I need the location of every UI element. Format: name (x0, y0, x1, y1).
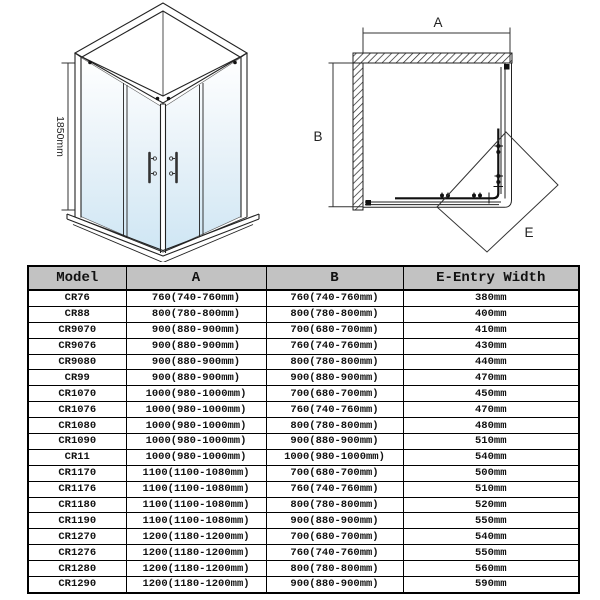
table-cell: 1000(980-1000mm) (126, 386, 266, 402)
table-cell: 700(680-700mm) (266, 322, 403, 338)
top-wall (353, 53, 512, 63)
table-cell: CR1290 (28, 577, 126, 593)
left-post (75, 53, 81, 218)
width-dimension-label: A (433, 15, 443, 30)
table-row (28, 513, 579, 529)
table-row (28, 529, 579, 545)
table-cell: 380mm (403, 290, 579, 306)
table-row (28, 465, 579, 481)
bottom-glass-lines (365, 202, 501, 205)
table-cell: 700(680-700mm) (266, 386, 403, 402)
table-header-row (28, 266, 579, 290)
table-cell: 800(780-800mm) (266, 418, 403, 434)
table-cell: CR1180 (28, 497, 126, 513)
table-cell: 1200(1180-1200mm) (126, 561, 266, 577)
table-cell: 900(880-900mm) (126, 370, 266, 386)
table-cell: 510mm (403, 481, 579, 497)
table-row (28, 434, 579, 450)
table-row (28, 561, 579, 577)
table-cell: 410mm (403, 322, 579, 338)
table-cell: 800(780-800mm) (266, 354, 403, 370)
table-cell: CR1280 (28, 561, 126, 577)
table-cell: 900(880-900mm) (266, 513, 403, 529)
walls (353, 53, 512, 210)
table-cell: 900(880-900mm) (266, 434, 403, 450)
front-corner-column (161, 104, 166, 253)
model-spec-table (27, 265, 580, 594)
table-cell: 1000(980-1000mm) (126, 402, 266, 418)
table-cell: 450mm (403, 386, 579, 402)
height-dimension-label: 1850mm (54, 116, 66, 157)
table-cell: 700(680-700mm) (266, 465, 403, 481)
table-cell: CR1276 (28, 545, 126, 561)
table-cell: 470mm (403, 402, 579, 418)
table-row (28, 481, 579, 497)
table-row (28, 322, 579, 338)
header-e-entry-width: E-Entry Width (403, 266, 579, 290)
table-cell: 1200(1180-1200mm) (126, 577, 266, 593)
table-cell: 800(780-800mm) (126, 306, 266, 322)
table-row (28, 577, 579, 593)
glass-wall-lines (363, 63, 512, 207)
table-row (28, 418, 579, 434)
table-cell: 1200(1180-1200mm) (126, 545, 266, 561)
table-row (28, 449, 579, 465)
table-cell: 900(880-900mm) (126, 338, 266, 354)
table-cell: 800(780-800mm) (266, 497, 403, 513)
table-cell: CR76 (28, 290, 126, 306)
door-lines (395, 129, 498, 199)
table-cell: 1100(1100-1080mm) (126, 513, 266, 529)
depth-dimension-label: B (313, 129, 323, 144)
table-cell: 540mm (403, 449, 579, 465)
table-cell: 760(740-760mm) (266, 290, 403, 306)
table-cell: 1000(980-1000mm) (126, 449, 266, 465)
table-cell: 760(740-760mm) (126, 290, 266, 306)
table-cell: 900(880-900mm) (266, 370, 403, 386)
table-cell: 760(740-760mm) (266, 481, 403, 497)
right-post (241, 53, 247, 218)
table-cell: 800(780-800mm) (266, 306, 403, 322)
table-cell: 700(680-700mm) (266, 529, 403, 545)
header-b: B (266, 266, 403, 290)
left-wall (353, 63, 363, 210)
table-cell: 540mm (403, 529, 579, 545)
table-cell: CR1270 (28, 529, 126, 545)
outer-frame (363, 63, 512, 207)
table-cell: 400mm (403, 306, 579, 322)
table-row (28, 338, 579, 354)
table-cell: 550mm (403, 545, 579, 561)
table-cell: 760(740-760mm) (266, 402, 403, 418)
table-cell: 1100(1100-1080mm) (126, 497, 266, 513)
table-cell: 900(880-900mm) (126, 354, 266, 370)
table-cell: 900(880-900mm) (266, 577, 403, 593)
table-cell: CR9070 (28, 322, 126, 338)
entry-dimension-label: E (524, 225, 534, 240)
table-cell: 520mm (403, 497, 579, 513)
table-cell: CR1190 (28, 513, 126, 529)
table-body (28, 290, 579, 593)
table-cell: CR1170 (28, 465, 126, 481)
plan-enclosure-drawing (310, 0, 600, 262)
table-cell: 760(740-760mm) (266, 545, 403, 561)
table-row (28, 386, 579, 402)
fixed-panel-bracket-top (505, 65, 510, 70)
table-row (28, 370, 579, 386)
header-a: A (126, 266, 266, 290)
table-cell: CR99 (28, 370, 126, 386)
isometric-enclosure-drawing (0, 0, 300, 262)
table-cell: CR1176 (28, 481, 126, 497)
table-cell: 1000(980-1000mm) (266, 449, 403, 465)
table-cell: 1200(1180-1200mm) (126, 529, 266, 545)
table-cell: 1100(1100-1080mm) (126, 481, 266, 497)
header-model: Model (28, 266, 126, 290)
table-cell: 800(780-800mm) (266, 561, 403, 577)
table-cell: CR1076 (28, 402, 126, 418)
right-glass-lines (501, 64, 505, 199)
table-cell: 510mm (403, 434, 579, 450)
table-cell: CR9076 (28, 338, 126, 354)
table-row (28, 306, 579, 322)
sliding-doors (366, 65, 509, 206)
table-cell: 470mm (403, 370, 579, 386)
table-row (28, 497, 579, 513)
table-cell: CR1070 (28, 386, 126, 402)
table-row (28, 290, 579, 306)
table-cell: 430mm (403, 338, 579, 354)
table-row (28, 402, 579, 418)
table-cell: 590mm (403, 577, 579, 593)
table-cell: 550mm (403, 513, 579, 529)
table-cell: CR88 (28, 306, 126, 322)
table-row (28, 545, 579, 561)
table-cell: 760(740-760mm) (266, 338, 403, 354)
table-cell: 1000(980-1000mm) (126, 434, 266, 450)
table-cell: CR11 (28, 449, 126, 465)
fixed-panel-bracket-bottom (366, 201, 371, 206)
table-cell: 1100(1100-1080mm) (126, 465, 266, 481)
table-cell: 560mm (403, 561, 579, 577)
table-cell: CR9080 (28, 354, 126, 370)
table-cell: CR1080 (28, 418, 126, 434)
table-cell: 1000(980-1000mm) (126, 418, 266, 434)
table-cell: 900(880-900mm) (126, 322, 266, 338)
table-cell: 500mm (403, 465, 579, 481)
table-row (28, 354, 579, 370)
table-cell: 480mm (403, 418, 579, 434)
table-cell: 440mm (403, 354, 579, 370)
table-cell: CR1090 (28, 434, 126, 450)
